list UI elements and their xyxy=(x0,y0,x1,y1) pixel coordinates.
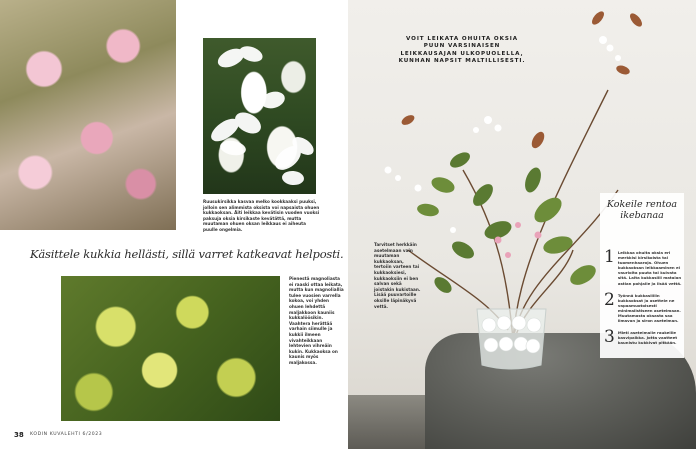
magnolia-caption: Ruusukirsikka kasvaa melko kookkaaksi puuksi, jolloin sen alimmista oksista voi napsaista ohuen kukkaoksan. Äiti leikkaa kevätisin vuoden vuoksi paksuja oksia kirsikaste kevätättä, mutta muutaman ohuen oksan leikkaus ei aiheuta puulle ongelmia. xyxy=(203,199,320,232)
tip-3 xyxy=(604,329,682,346)
page-number: 38 xyxy=(14,431,24,439)
tip-2 xyxy=(604,292,682,324)
magazine-issue: KODIN KUVALEHTI 6/2023 xyxy=(30,432,103,437)
tip-number: 1 xyxy=(604,247,615,267)
maple-caption: Pienestä magnoliasta ei raaski ottaa leikata, mutta kun magnoliallia tulee vuosien varrella kokoa, voi yhden ohuen lehdettä maljakkoon kauniis kukkalöösikin. Vaahtera herättää varhain siimulle ja kukkii ilmeen vivahteikkaan lehtevien vihreäin kukin. Kukkaoksa on kaunis myös maljakossa. xyxy=(289,276,344,365)
tip-text: Leikkaa ohuita oksia eri merkkisi kirsikoista tai tuomenhaaroja. Ohuen kukkaoksan leikkaaminen ei vaurioita puuta tai kuivata sitä. Laita kukkasiili matalan astian pohjalle ja lisää vettä. xyxy=(617,250,682,286)
maple-flowers-photo xyxy=(61,276,280,421)
cherry-blossom-photo xyxy=(0,0,176,230)
arrangement-caption: Tarvitset herkkäin asetelmaan vain muutaman kukkaoksan, tertoiin varteen tai kukkaoksiesi, kukkaoksiin ei ben salvan sekä joistakin kukistaan. Lisää puuvartoille oksille läpinäkyvä vettä. xyxy=(374,242,421,309)
tips-title: Kokeile rentoa ikebanaa xyxy=(606,199,678,221)
tip-1 xyxy=(604,249,682,286)
magnolia-flowers-illustration xyxy=(203,38,316,194)
glass-vase xyxy=(471,303,552,378)
tip-text: Työnnä kukkasiiliin kukkaoksat ja asettele ne vapaamuotoisesti minimalistiseen asetelmaan. Muutamasta oksasta saa ilmavan ja siron asetelman. xyxy=(617,293,681,324)
tip-number: 3 xyxy=(604,327,615,347)
tip-number: 2 xyxy=(604,290,615,310)
tip-text: Mieti asetelmalle raukeille kasvipaikka. Jotta vaatteet kaunistu kukkivat pitkään. xyxy=(617,330,678,346)
script-headline: Käsittele kukkia hellästi, sillä varret katkeavat helposti. xyxy=(30,247,344,261)
magnolia-photo xyxy=(203,38,316,194)
pull-quote: VOIT LEIKATA OHUITA OKSIA PUUN VARSINAISEN LEIKKAUSAJAN ULKOPUOLELLA, KUNHAN NAPSIT MALTILLISESTI. xyxy=(398,36,526,65)
